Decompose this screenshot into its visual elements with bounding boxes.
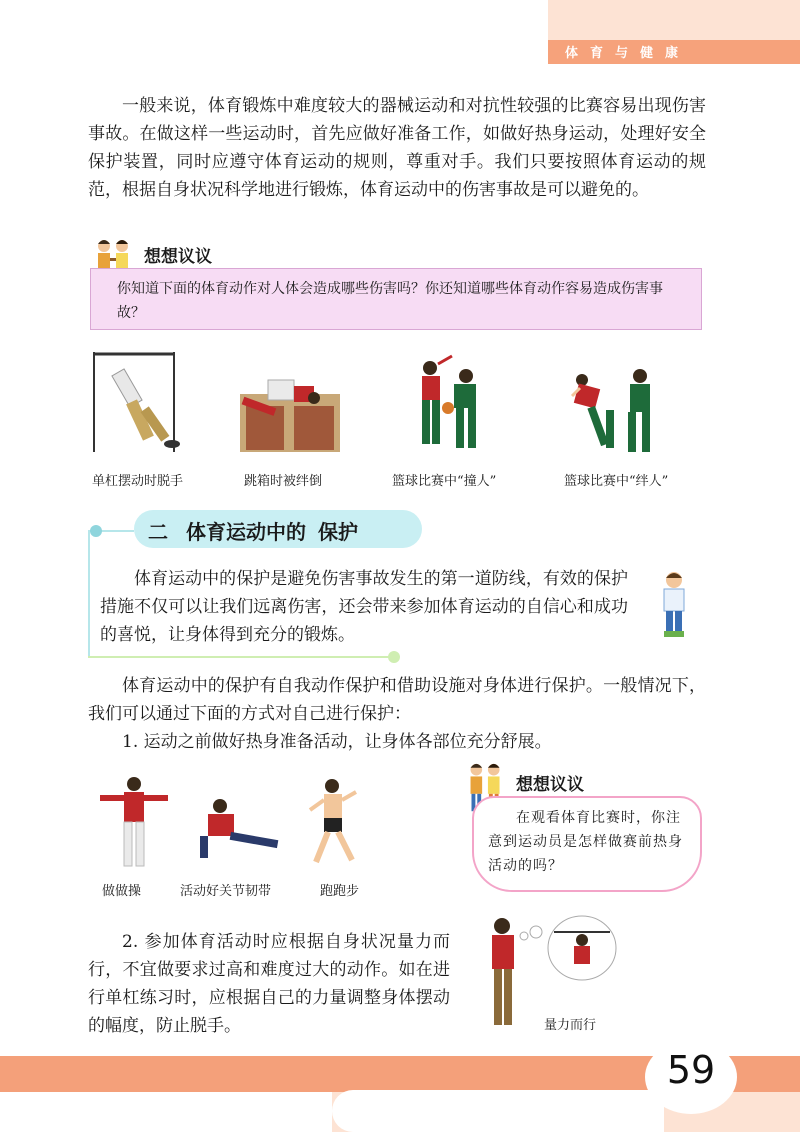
basketball-tripping-figure xyxy=(566,366,666,458)
stretching-figure xyxy=(190,796,282,862)
boy-standing-icon xyxy=(654,570,694,642)
exercise-figure xyxy=(96,774,172,870)
item1-text: 1. 运动之前做好热身准备活动，让身体各部位充分舒展。 xyxy=(122,732,552,752)
think2-text: 在观看体育比赛时，你注意到运动员是怎样做赛前热身活动的吗？ xyxy=(488,810,683,874)
protect-paragraph: 体育运动中的保护有自我动作保护和借助设施对身体进行保护。一般情况下，我们可以通过下面的方式对自己进行保护： xyxy=(88,676,706,724)
horizontal-bar-figure xyxy=(90,350,190,454)
intro-paragraph: 一般来说，体育锻炼中难度较大的器械运动和对抗性较强的比赛容易出现伤害事故。在做这样一些运动时，首先应做好准备工作，如做好热身运动，处理好安全保护装置，同时应遵守体育运动的规则，尊重对手。我们只要按照体育运动的规范，根据自身状况科学地进行锻炼，体育运动中的伤害事故是可以避免的。 xyxy=(88,96,706,200)
item2-text: 2. 参加体育活动时应根据自身状况量力而行，不宜做要求过高和难度过大的动作。如在进行单杠练习时，应根据自己的力量调整身体摆动的幅度，防止脱手。 xyxy=(88,932,450,1036)
think1-title: 想想议议 xyxy=(144,247,212,267)
caption-tripping: 篮球比赛中“绊人” xyxy=(564,474,669,489)
caption-bar-release: 单杠摆动时脱手 xyxy=(92,474,184,489)
section-frame-bottom xyxy=(88,656,394,658)
running-figure xyxy=(300,776,364,870)
footer-white-tab xyxy=(332,1090,664,1132)
section-heading xyxy=(148,516,358,545)
header-block xyxy=(548,0,800,40)
section-frame-line xyxy=(88,530,90,658)
think1-box xyxy=(90,268,702,330)
vaulting-box-figure xyxy=(238,372,342,454)
caption-charging: 篮球比赛中“撞人” xyxy=(392,474,497,489)
section-title-part2: 保护 xyxy=(318,520,358,544)
caption-stretching: 活动好关节韧带 xyxy=(180,884,272,899)
think2-title: 想想议议 xyxy=(516,775,584,795)
caption-running: 跑跑步 xyxy=(320,884,360,899)
section-title-part1: 体育运动中的 xyxy=(186,520,306,544)
section-dot-bottom xyxy=(388,651,400,663)
section-intro-text: 体育运动中的保护是避免伤害事故发生的第一道防线，有效的保护措施不仅可以让我们远离伤害，还会带来参加体育运动的自信心和成功的喜悦，让身体得到充分的锻炼。 xyxy=(100,569,628,645)
caption-vault-trip: 跳箱时被绊倒 xyxy=(244,474,323,489)
basketball-charging-figure xyxy=(408,354,498,458)
caption-measure: 量力而行 xyxy=(544,1018,597,1033)
section-dot-top xyxy=(90,525,102,537)
header-title: 体育与健康 xyxy=(565,46,691,61)
page-number: 59 xyxy=(666,1048,716,1092)
section-number: 二 xyxy=(148,520,168,544)
think1-text: 你知道下面的体育动作对人体会造成哪些伤害吗？你还知道哪些体育动作容易造成伤害事故？ xyxy=(117,281,663,321)
caption-exercise: 做做操 xyxy=(102,884,142,899)
measure-strength-figure xyxy=(484,910,634,1030)
think2-box xyxy=(472,796,702,892)
